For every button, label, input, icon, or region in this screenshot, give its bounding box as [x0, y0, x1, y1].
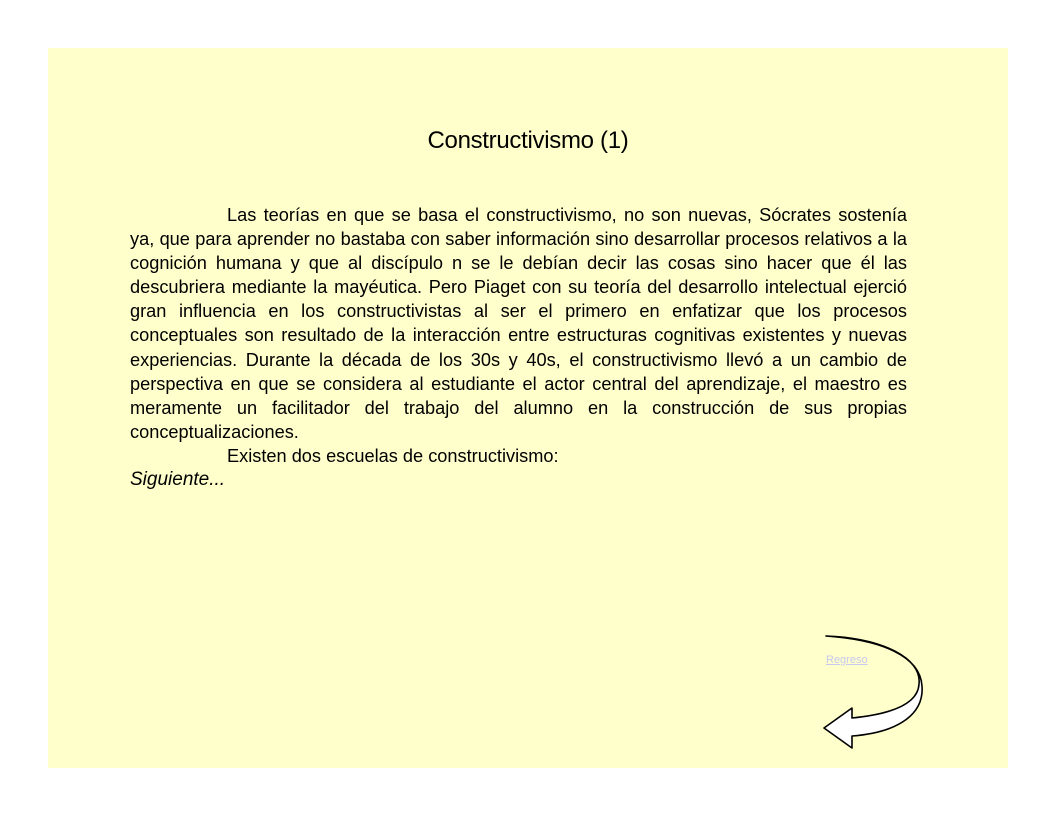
next-link[interactable]: Siguiente...: [130, 469, 226, 491]
body-paragraph: Existen dos escuelas de constructivismo:: [227, 445, 559, 466]
slide-body: [130, 203, 907, 492]
body-paragraph: Las teorías en que se basa el constructivismo, no son nuevas, Sócrates sostenía ya, que para aprender no bastaba con saber información sino desarrollar procesos relativos a la cognición humana y que al discípulo n se le debían decir las cosas sino hacer que él las descubriera mediante la mayéutica. Pero Piaget con su teoría del desarrollo intelectual ejerció gran influencia en los constructivistas al ser el primero en enfatizar que los procesos conceptuales son resultado de la interacción entre estructuras cognitivas existentes y nuevas experiencias. Durante la década de los 30s y 40s, el constructivismo llevó a un cambio de perspectiva en que se considera al estudiante el actor central del aprendizaje, el maestro es meramente un facilitador del trabajo del alumno en la construcción de sus propias conceptualizaciones.: [130, 205, 907, 442]
curved-back-arrow-icon[interactable]: [822, 634, 926, 750]
slide-title: Constructivismo (1): [427, 127, 629, 154]
back-link[interactable]: Regreso: [826, 654, 868, 666]
slide: [48, 48, 1008, 768]
